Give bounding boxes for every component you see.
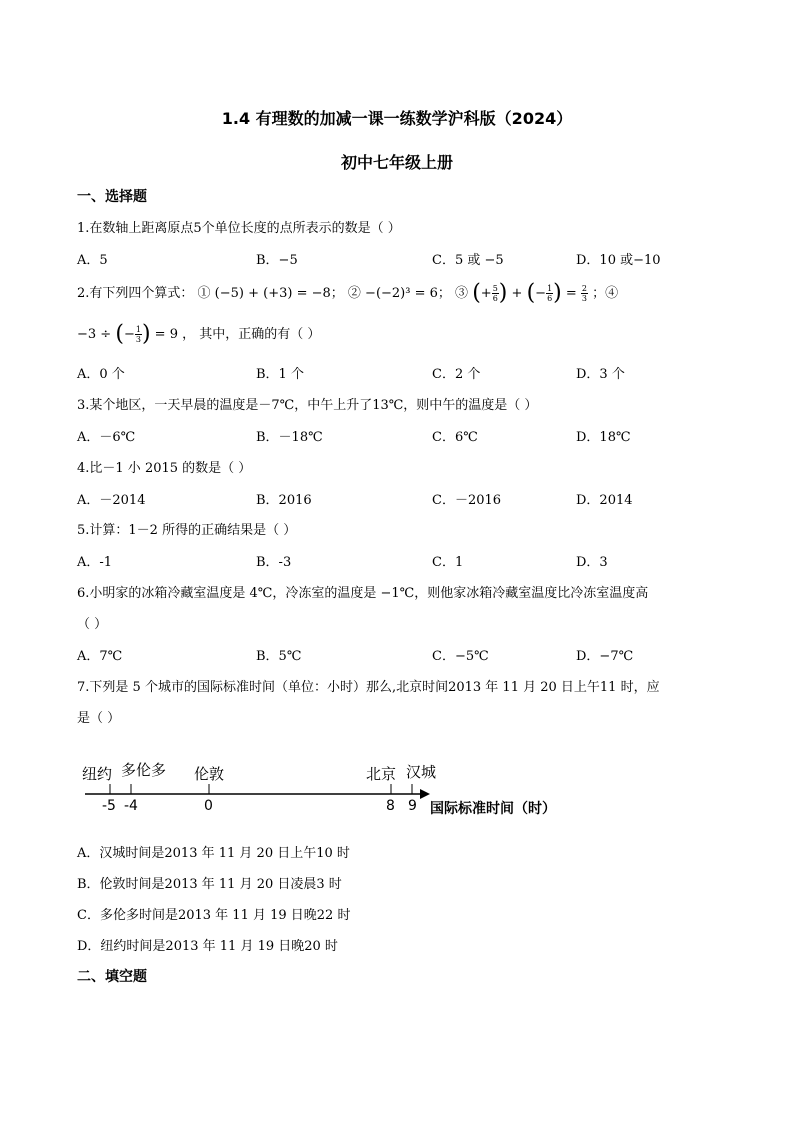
- question-6-stem: 6.小明家的冰箱冷藏室温度是 4℃，冷冻室的温度是 −1℃，则他家冰箱冷藏室温度比冷冻室温度高: [77, 586, 649, 601]
- fraction: $\frac{1}{6}$: [547, 284, 553, 303]
- question-4-options: [77, 489, 717, 507]
- question-4-stem: 4.比－1 小 2015 的数是（ ）: [77, 461, 252, 476]
- question-6-stem-answer: （ ）: [77, 617, 108, 632]
- option-b: B．5℃: [256, 649, 302, 664]
- option-b: B．1 个: [256, 367, 304, 382]
- option-a: A．0 个: [77, 367, 125, 382]
- question-7-option-b: B．伦敦时间是2013 年 11 月 20 日凌晨3 时: [77, 877, 342, 892]
- option-d: D．10 或−10: [576, 253, 661, 268]
- value-toronto: -4: [124, 798, 138, 814]
- value-seoul: 9: [408, 798, 417, 814]
- timeline-axis-label: 国际标准时间（时）: [430, 801, 556, 817]
- section-heading-choice: 一、选择题: [77, 189, 147, 205]
- option-a: A．－2014: [77, 493, 146, 508]
- question-1-options: [77, 249, 717, 267]
- question-2-options: [77, 363, 717, 381]
- option-d: D．−7℃: [576, 649, 634, 664]
- question-7-option-d: D．纽约时间是2013 年 11 月 19 日晚20 时: [77, 939, 338, 954]
- option-c: C．－2016: [432, 493, 502, 508]
- option-d: D．2014: [576, 493, 633, 508]
- option-c: C．1: [432, 555, 464, 570]
- q2-expression-2: ② −(−2)³ = 6；: [347, 286, 451, 301]
- option-b: B．−5: [256, 253, 298, 268]
- question-6-options: [77, 645, 717, 663]
- question-3-options: [77, 426, 717, 444]
- question-7-stem-answer: 是（ ）: [77, 711, 121, 726]
- option-c: C．2 个: [432, 367, 481, 382]
- fraction: $\frac{5}{6}$: [492, 284, 498, 303]
- fraction: $\frac{1}{3}$: [135, 325, 141, 344]
- question-5-options: [77, 551, 717, 569]
- question-2-stem-line1: 2.有下列四个算式： ① (−5) + (+3) = −8； ② −(−2)³ = 6； ③ (+ $\frac{5}{6}$ ) + (− $\frac{1}{6}$ ) = $\frac{2}{3}$ ；④: [77, 280, 619, 306]
- city-label-london: 伦敦: [194, 765, 225, 783]
- option-c: C．6℃: [432, 430, 478, 445]
- option-c: C．5 或 −5: [432, 253, 504, 268]
- question-7-option-a: A．汉城时间是2013 年 11 月 20 日上午10 时: [77, 846, 350, 861]
- timeline-diagram: [80, 758, 600, 824]
- axis-arrow-icon: [420, 789, 430, 799]
- question-5-stem: 5.计算：1－2 所得的正确结果是（ ）: [77, 523, 297, 538]
- question-7-stem: 7.下列是 5 个城市的国际标准时间（单位：小时）那么,北京时间2013 年 11 月 20 日上午11 时，应: [77, 680, 660, 695]
- question-3-stem: 3.某个地区，一天早晨的温度是－7℃，中午上升了13℃，则中午的温度是（ ）: [77, 398, 538, 413]
- option-d: D．3: [576, 555, 608, 570]
- q2-expression-3-label: ③: [455, 286, 469, 301]
- option-a: A．7℃: [77, 649, 123, 664]
- q2-prefix: 2.有下列四个算式：: [77, 286, 194, 301]
- option-b: B．2016: [256, 493, 312, 508]
- option-a: A．－6℃: [77, 430, 136, 445]
- option-b: B．－18℃: [256, 430, 323, 445]
- option-a: A．5: [77, 253, 108, 268]
- value-beijing: 8: [386, 798, 395, 814]
- page-subtitle: 初中七年级上册: [340, 153, 453, 172]
- question-2-stem-line2: −3 ÷ (− $\frac{1}{3}$ ) = 9 ， 其中，正确的有（ ）: [77, 321, 321, 347]
- option-d: D．3 个: [576, 367, 625, 382]
- option-b: B．-3: [256, 555, 292, 570]
- fraction: $\frac{2}{3}$: [581, 284, 588, 303]
- question-7-option-c: C．多伦多时间是2013 年 11 月 19 日晚22 时: [77, 908, 351, 923]
- city-label-newyork: 纽约: [82, 765, 113, 783]
- option-a: A．-1: [77, 555, 113, 570]
- section-heading-fill: 二、填空题: [77, 969, 147, 985]
- city-label-beijing: 北京: [366, 765, 397, 783]
- option-c: C．−5℃: [432, 649, 489, 664]
- city-label-toronto: 多伦多: [121, 761, 167, 779]
- page-title: 1.4 有理数的加减一课一练数学沪科版（2024）: [221, 109, 573, 128]
- q2-expression-4-label: ；④: [592, 286, 619, 301]
- question-1-stem: 1.在数轴上距离原点5个单位长度的点所表示的数是（ ）: [77, 221, 401, 236]
- option-d: D．18℃: [576, 430, 631, 445]
- value-london: 0: [204, 798, 213, 814]
- timezone-timeline: [80, 758, 600, 828]
- city-label-seoul: 汉城: [406, 763, 437, 781]
- q2-expression-1: ① (−5) + (+3) = −8；: [197, 286, 344, 301]
- value-newyork: -5: [102, 798, 116, 814]
